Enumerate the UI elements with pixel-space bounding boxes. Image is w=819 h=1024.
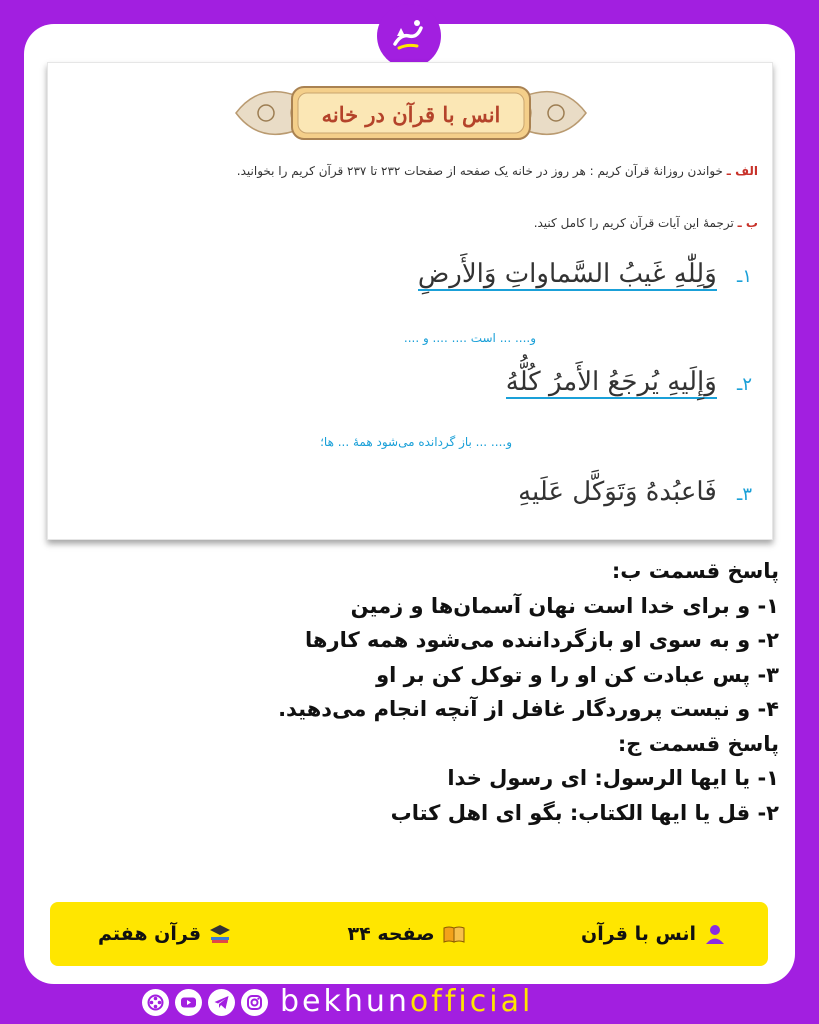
verse-number: ۲ـ xyxy=(737,374,752,395)
handle-part-1: bekhun xyxy=(280,984,410,1019)
bekhun-logo-icon xyxy=(377,4,441,68)
part-a-line xyxy=(237,164,758,178)
verse-number: ۱ـ xyxy=(737,266,752,287)
student-icon xyxy=(704,923,726,945)
verse-3 xyxy=(518,477,752,507)
verse-2 xyxy=(506,367,752,397)
handle-part-2: official xyxy=(409,984,534,1019)
social-bar xyxy=(142,986,533,1018)
footer-subject-label: قرآن هفتم xyxy=(98,923,202,945)
answers-section xyxy=(59,554,779,830)
answer-c-item: ۲- قل یا ایها الکتاب: بگو ای اهل کتاب xyxy=(390,800,779,825)
verse-1-fill-blank: و.... ... است .... .... و .... xyxy=(403,331,536,345)
banner-title: انس با قرآن در خانه xyxy=(321,102,501,127)
instagram-icon[interactable] xyxy=(241,989,268,1016)
footer-topic-label: انس با قرآن xyxy=(581,923,696,945)
answer-c-item: ۱- یا ایها الرسول: ای رسول خدا xyxy=(447,766,779,790)
verse-number: ۳ـ xyxy=(737,484,752,505)
part-b-line xyxy=(534,216,758,230)
answer-b-item: ۴- و نیست پروردگار غافل از آنچه انجام می‌دهید. xyxy=(278,697,779,721)
verse-text: وَإِلَیهِ یُرجَعُ الأَمرُ کُلُّهُ xyxy=(505,367,717,397)
book-icon xyxy=(443,923,465,945)
verse-text: وَلِلّٰهِ غَیبُ السَّماواتِ وَالأَرضِ xyxy=(417,259,717,289)
answer-b-item: ۱- و برای خدا است نهان آسمان‌ها و زمین xyxy=(350,593,779,618)
title-banner xyxy=(230,75,592,151)
aparat-icon[interactable] xyxy=(142,989,169,1016)
answer-b-item: ۳- پس عبادت کن او را و توکل کن بر او xyxy=(376,662,779,687)
answers-heading-b: پاسخ قسمت ب: xyxy=(611,559,779,583)
footer-page xyxy=(348,923,465,945)
textbook-page-image xyxy=(47,62,773,540)
youtube-icon[interactable] xyxy=(175,989,202,1016)
verse-text: فَاعبُدهُ وَتَوَکَّل عَلَیهِ xyxy=(518,477,717,507)
telegram-icon[interactable] xyxy=(208,989,235,1016)
social-handle xyxy=(280,986,533,1018)
answers-heading-c: پاسخ قسمت ج: xyxy=(617,731,779,756)
part-a-label: الف ـ xyxy=(726,164,758,178)
footer-page-label: صفحه ۳۴ xyxy=(347,923,435,945)
footer-topic xyxy=(581,923,726,945)
answer-b-item: ۲- و به سوی او بازگرداننده می‌شود همه کارها xyxy=(305,628,779,652)
footer-subject xyxy=(98,923,231,945)
part-a-text: خواندن روزانهٔ قرآن کریم : هر روز در خانه یک صفحه از صفحات ۲۳۲ تا ۲۳۷ قرآن کریم را بخوانید. xyxy=(236,164,723,178)
verse-2-fill-blank: و.... ... باز گردانده می‌شود همهٔ ... ها؛ xyxy=(320,435,512,449)
verse-1 xyxy=(418,259,752,289)
part-b-label: ب ـ xyxy=(737,216,758,230)
part-b-text: ترجمهٔ این آیات قرآن کریم را کامل کنید. xyxy=(533,216,734,230)
graduation-books-icon xyxy=(209,923,231,945)
footer-bar xyxy=(50,902,768,966)
